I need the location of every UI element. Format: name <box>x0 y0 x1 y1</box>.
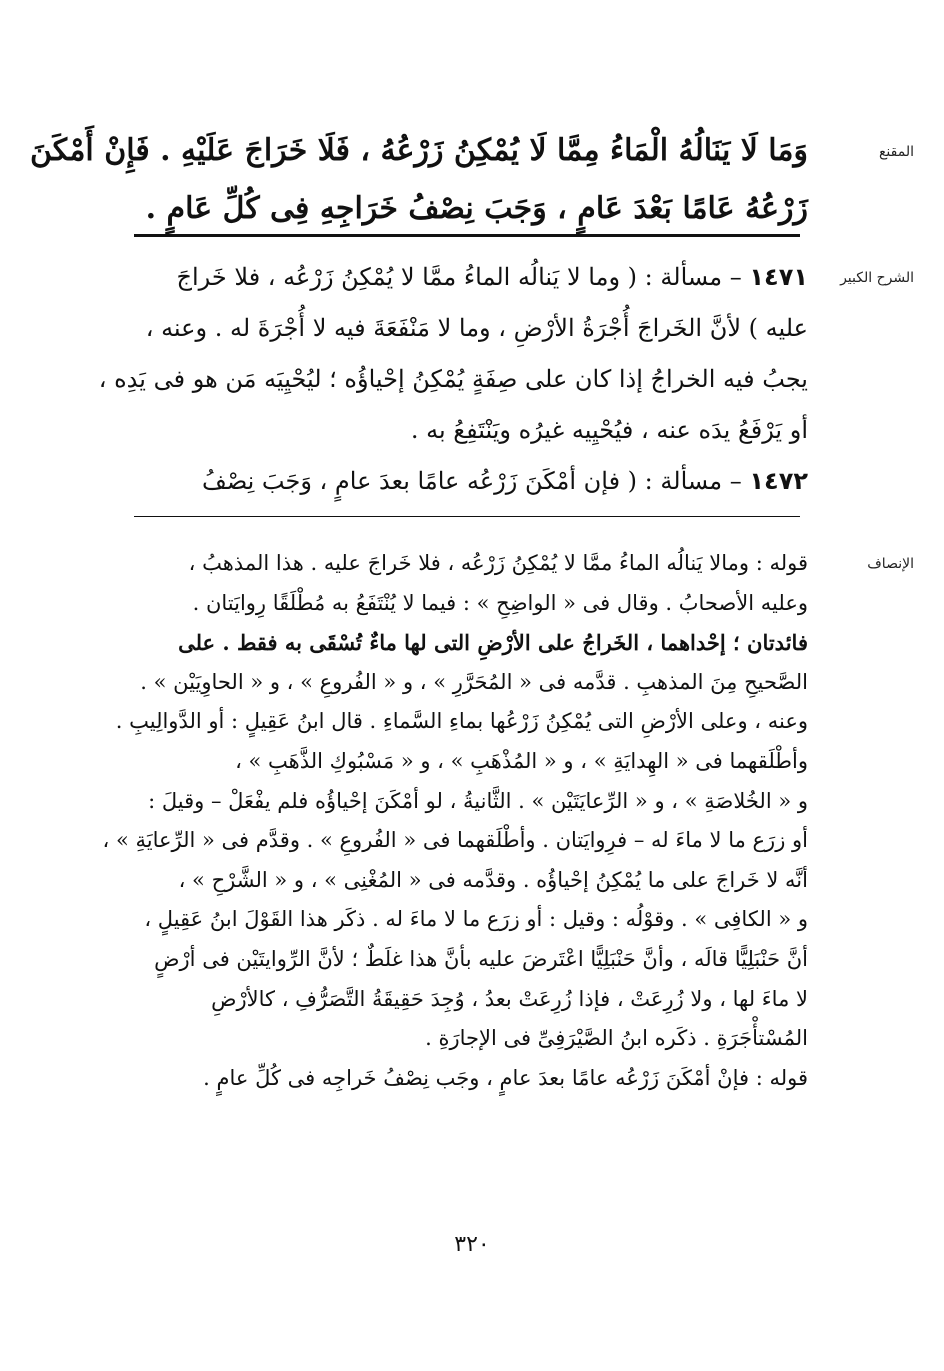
insaf-line: قوله : فإنْ أمْكَنَ زَرْعُه عامًا بعدَ عامٍ ، وجَب نِصْفُ خَراجِه فى كُلِّ عامٍ . <box>203 1065 808 1090</box>
margin-label-sharh: الشرح الكبير <box>840 270 914 286</box>
issue-text: – مسألة : ( وما لا يَنالُه الماءُ ممَّا لا يُمْكِنُ زَرْعُه ، فلا خَراجَ <box>176 263 750 291</box>
section-divider-thick <box>134 234 800 237</box>
insaf-line: الصَّحيحِ مِنَ المذهبِ . قدَّمه فى « المُحَرَّرِ » ، و « الفُروعِ » ، و « الحاوِيَيْن » . <box>140 669 808 694</box>
sharh-line: أو يَرْفَعُ يدَه عنه ، فيُحْيِيه غيرُه ويَنْتَفِعُ به . <box>410 416 808 444</box>
sharh-line: عليه ) لأنَّ الخَراجَ أُجْرَةُ الأرْضِ ، وما لا مَنْفَعَةَ فيه لا أُجْرَةَ له . وعنه ، <box>145 314 808 342</box>
margin-label-insaf: الإنصاف <box>867 556 914 572</box>
insaf-line: وأطْلَقهما فى « الهِدايَةِ » ، و « المُذْهَبِ » ، و « مَسْبُوكِ الذَّهَبِ » ، <box>235 748 808 773</box>
insaf-line: أو زرَع ما لا ماءَ له – فرِوايَتان . وأطْلَقهما فى « الفُروعِ » . وقدَّم فى « الرِّعايَةِ » ، <box>102 828 808 853</box>
insaf-line: المُسْتأْجَرَةِ . ذكَره ابنُ الصَّيْرَفِىِّ فى الإجارَةِ . <box>425 1026 808 1051</box>
sharh-text <box>98 252 808 507</box>
sharh-line <box>128 456 808 507</box>
page-number: ٣٢٠ <box>454 1232 490 1257</box>
issue-number: ١٤٧١ <box>749 263 808 291</box>
insaf-line: وعنه ، وعلى الأرْضِ التى يُمْكِنُ زَرْعُها بماءِ السَّماءِ . قال ابنُ عَقِيلٍ : أو الدَّوالِيبِ . <box>115 709 808 734</box>
insaf-line: قوله : ومالا يَنالُه الماءُ ممَّا لا يُمْكِنُ زَرْعُه ، فلا خَراجَ عليه . هذا المذهبُ ، <box>188 551 808 575</box>
muqni-text <box>29 122 808 238</box>
sharh-line: يجبُ فيه الخراجُ إذا كان على صِفَةٍ يُمْكِنُ إحْياؤُه ؛ ليُحْيِيَه مَن هو فى يَدِه ، <box>98 365 808 393</box>
insaf-line: أنَّه لا خَراجَ على ما يُمْكِنُ إحْياؤُه . وقدَّمه فى « المُغْنِى » ، و « الشَّرْحِ » ، <box>178 867 808 892</box>
insaf-line: وعليه الأصحابُ . وقال فى « الواضِحِ » : فيما لا يُنْتَفَعُ به مُطْلَقًا رِوايَتان . <box>192 590 808 615</box>
section-divider-thin <box>134 516 800 517</box>
insaf-line: لا ماءَ لها ، ولا زُرِعَتْ ، فإذا زُرِعَتْ بعدُ ، وُجِدَ حَقِيقَةُ التَّصَرُّفِ ، كالأرْضِ <box>211 986 808 1011</box>
insaf-line: و « الكافِى » . وقوْلُه : وقيل : أو زرَع ما لا ماءَ له . ذكَر هذا القَوْلَ ابنُ عَقِيلٍ ، <box>144 907 808 932</box>
insaf-line: فائدتان ؛ إحْداهما ، الخَراجُ على الأرْضِ التى لها ماءٌ تُسْقَى به فقط . على <box>178 630 808 656</box>
insaf-line: و « الخُلاصَةِ » ، و « الرِّعايَتَيْن » . الثَّانيةُ ، لو أمْكَنَ إحْياؤُه فلم يفْعَلْ – وقيلَ : <box>148 788 808 813</box>
issue-number: ١٤٧٢ <box>749 467 808 495</box>
muqni-line: وَمَا لَا يَنَالُهُ الْمَاءُ مِمَّا لَا يُمْكِنُ زَرْعُهُ ، فَلَا خَرَاجَ عَلَيْهِ . فَإِنْ أَمْكَنَ <box>29 133 808 168</box>
margin-label-muqni: المقنع <box>878 144 914 160</box>
issue-text: – مسألة : ( فإن أمْكَنَ زَرْعُه عامًا بعدَ عامٍ ، وَجَبَ نِصْفُ <box>201 467 750 495</box>
sharh-line <box>128 252 808 303</box>
insaf-line: أنَّ حَنْبَلِيًّا قالَه ، وأنَّ حَنْبَلِيًّا اعْتَرضَ عليه بأنَّ هذا غلَطٌ ؛ لأنَّ الرِّوايتَيْن فى أرْضٍ <box>154 946 808 971</box>
insaf-text <box>102 544 808 1098</box>
muqni-line: زَرْعُهُ عَامًا بَعْدَ عَامٍ ، وَجَبَ نِصْفُ خَرَاجِهِ فِى كُلِّ عَامٍ . <box>145 191 808 226</box>
